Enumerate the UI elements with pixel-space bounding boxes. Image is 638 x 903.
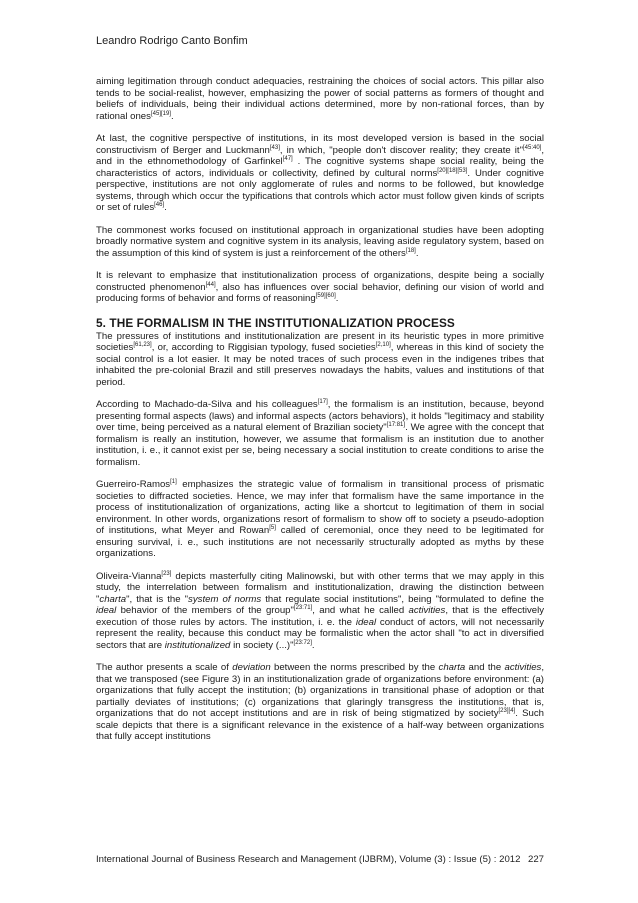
citation-ref: [43] (269, 144, 280, 151)
italic-term: charta (99, 593, 127, 605)
body-content (96, 76, 544, 754)
italic-term: institutionalized (164, 639, 231, 651)
citation-ref: [18] (405, 247, 416, 254)
text-run: . The cognitive systems shape social reality, being the characteristics of actors, individuals or collectivity, defined by cultural norms (96, 156, 544, 179)
paragraph (96, 270, 544, 305)
text-run: The pressures of institutions and institutionalization are present in its heuristic types in more primitive societies (96, 330, 544, 353)
citation-ref: [61,23] (133, 341, 152, 348)
page-number: 227 (527, 854, 544, 865)
text-run: depicts masterfully citing Malinowski, but with other terms that we may apply in this study, the interrelation between formalism and institutionalization, drawing the distinction between " (96, 570, 544, 605)
text-run: , the formalism is an institution, because, beyond presenting formal aspects (laws) and informal aspects (actors behaviors), it holds "legitimacy and stability over time, being perceived as a natural element of Brazilian society" (96, 399, 544, 433)
citation-ref: [59][60] (315, 292, 336, 299)
text-run: ", that is the " (126, 593, 189, 605)
text-run: Guerreiro-Ramos (96, 479, 171, 490)
text-run: . We agree with the concept that formalism is really an institution, however, we assume that formalism is an institution due to another institution, i. e., it cannot exist per se, being necessary a social institution to create conditions to arise the formalism. (96, 422, 544, 468)
text-run: and the (465, 662, 505, 673)
paragraph (96, 225, 544, 260)
text-run: emphasizes the strategic value of formalism in transitional process of prismatic societies to diffracted societies. Hence, we may infer that formalism have the same importance in the process of institutionalization of organizations, acting like a shortcut to legitimation of them in social environment. In other words, organizations resort of formalism to show off to society a pseudo-adoption of institutions, what Meyer and Rowan (96, 479, 544, 536)
citation-ref: [5] (269, 524, 276, 531)
running-header: Leandro Rodrigo Canto Bonfim (96, 35, 248, 47)
citation-ref: [1] (170, 478, 177, 485)
text-run: According to Machado-da-Silva and his colleagues (96, 399, 318, 410)
section-heading: 5. THE FORMALISM IN THE INSTITUTIONALIZATION PROCESS (96, 315, 455, 330)
text-run: , in which, "people don't discover reality; they create it" (279, 144, 523, 156)
paragraph-group-intro (96, 76, 544, 305)
italic-term: activities (408, 605, 446, 616)
journal-citation: International Journal of Business Research and Management (IJBRM), Volume (3) : Issue (5) : 2012 (96, 854, 521, 865)
page-footer (96, 854, 544, 865)
citation-ref: [17] (317, 398, 328, 405)
citation-ref: [23:71] (293, 604, 313, 611)
text-run: . (311, 639, 315, 651)
text-run: , that we transposed (see Figure 3) in an institutionalization grade of organizations before environment: (a) organizations that fully accept the institution; (b) organizations in transitional phase of adoption or that partially deviates of institutions; (c) organizations that glaringly transgress the institutions, that is, organizations that do not accept institutions and are in risk of being stigmatized by society (96, 662, 545, 719)
text-run: , whereas in this kind of society the social control is a lot easier. It may be noted traces of such process even in the indigenes tribes that inhabited the pre-colonial Brazil and still preserves nowadays the habits, values and institutions of that period. (96, 342, 545, 388)
text-run: . (164, 202, 167, 213)
text-run: . Under cognitive perspective, institutions are not only agglomerate of rules and norms to be followed, but knowledge systems, through which occur the typifications that controls which actor must follow given kinds of scripts or set of rules (96, 167, 544, 213)
text-run: Oliveira-Vianna (96, 570, 162, 582)
text-run: conduct of actors, will not necessarily represent the reality, because this conduct may be formalistic when the actor shall "to act in diversified sectors that are (96, 616, 544, 651)
text-run: , also has influences over social behavior, defining our vision of world and producing forms of behavior and forms of reasoning (96, 281, 544, 304)
citation-ref: [45:40] (522, 144, 542, 151)
text-run: that regulate social institutions", being "formulated to define the (261, 593, 544, 605)
text-run: between the norms prescribed by the (270, 662, 439, 673)
paragraph (96, 331, 544, 389)
citation-ref: [17:81] (386, 421, 406, 428)
citation-ref: [44] (205, 281, 216, 288)
text-run: The author presents a scale of (96, 662, 233, 673)
text-run: , and what he called (312, 605, 409, 616)
italic-term: deviation (232, 662, 271, 673)
citation-ref: [46] (154, 201, 165, 208)
text-run: aiming legitimation through conduct adequacies, restraining the choices of social actors. This pillar also tends to be social-realist, however, emphasizing the power of social patterns as formers of thought and beliefs of individuals, being their individual actions determined, more by non-rational forces, than by rational ones (96, 76, 544, 122)
citation-ref: [23][4] (498, 707, 516, 714)
text-run: in society (...)" (230, 639, 294, 651)
text-run: called of ceremonial, once they need to be legitimated for ensuring survival, i. e., such institutions are not necessarily structurally adopted as myths by these organizations. (96, 525, 544, 559)
text-run: , that is the effectively execution of those rules by actors. The institution, i. e. the (96, 605, 545, 628)
paragraph (96, 399, 544, 468)
paragraph (96, 479, 544, 560)
italic-term: charta (438, 662, 466, 673)
text-run: , and in the ethnomethodology of Garfinkel (96, 144, 545, 167)
italic-term: activities (504, 662, 542, 673)
text-run: . (170, 110, 174, 122)
text-run: . Such scale depicts that there is a significant relevance in the existence of a half-way between organizations that fully accept institutions (96, 708, 544, 742)
italic-term: ideal (355, 616, 377, 628)
text-run: . (335, 293, 339, 304)
text-run: , or, according to Riggisian typology, fused societies (151, 342, 376, 353)
paragraph-group-section-5 (96, 331, 544, 743)
paragraph (96, 76, 544, 122)
text-run: . (415, 247, 419, 259)
paragraph (96, 662, 544, 743)
italic-term: ideal (96, 605, 117, 616)
citation-ref: [23] (161, 570, 172, 577)
paragraph (96, 571, 544, 652)
text-run: behavior of the members of the group" (116, 605, 294, 616)
paragraph (96, 133, 544, 214)
citation-ref: [20][18][53] (437, 167, 468, 174)
text-run: The commonest works focused on institutional approach in organizational studies have been adopting broadly normative system and cognitive system in its analysis, leaving aside regulatory system, based on the assumption of this kind of system is just a reinforcement of the others (96, 224, 544, 259)
text-run: It is relevant to emphasize that institutionalization process of organizations, despite being a socially constructed phenomenon (96, 270, 544, 293)
citation-ref: [23:72] (293, 639, 312, 646)
text-run: At last, the cognitive perspective of institutions, in its most developed version is based in the social constructivism of Berger and Luckmann (96, 133, 544, 156)
italic-term: system of norms (188, 593, 262, 605)
citation-ref: [47] (282, 155, 293, 162)
citation-ref: [2,10] (375, 341, 391, 348)
citation-ref: [45][19] (150, 110, 171, 117)
